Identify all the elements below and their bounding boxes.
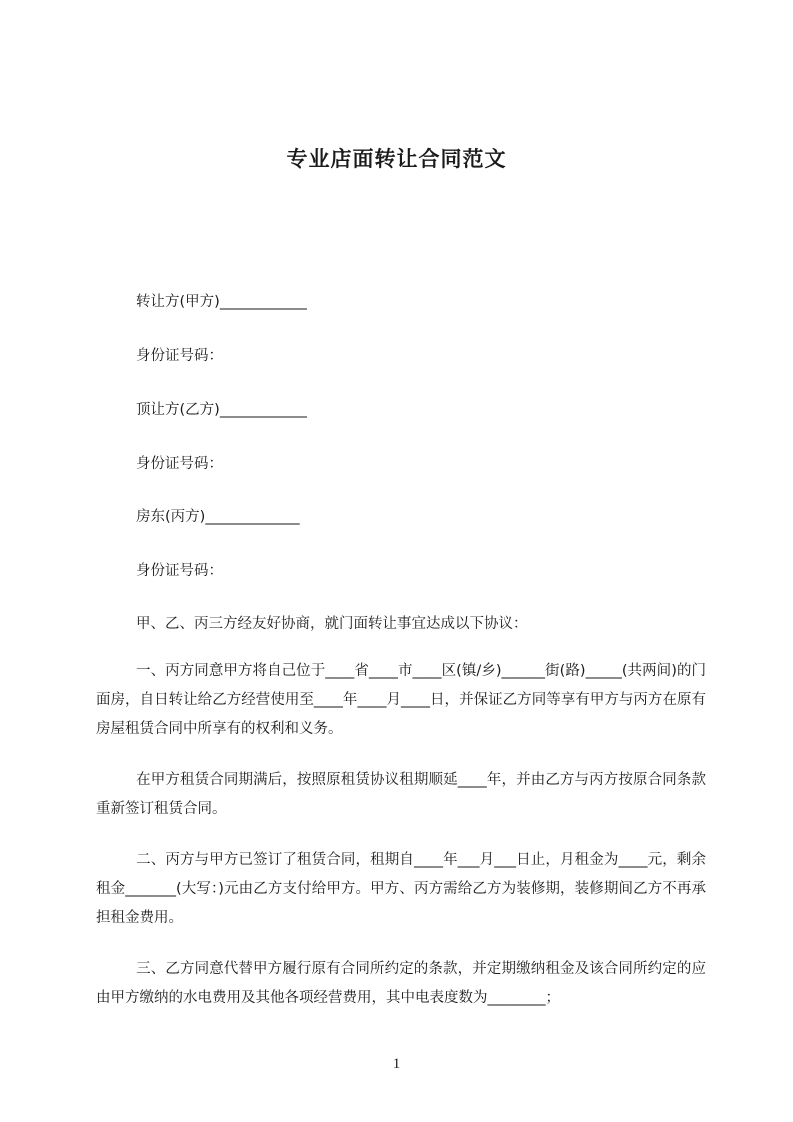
party-transferor: 转让方(甲方)____________ xyxy=(136,294,307,310)
clause-2 xyxy=(96,846,706,933)
party-transferee: 顶让方(乙方)____________ xyxy=(136,402,307,418)
party-landlord: 房东(丙方)_____________ xyxy=(136,509,300,525)
clause-1-text: 一、丙方同意甲方将自己位于____省____市____区(镇/乡)______街(路)_____(共两间)的门面房，自日转让给乙方经营使用至____年____月____日，并保证乙方同等享有甲方与丙方在原有房屋租赁合同中所享有的权利和义务。 xyxy=(96,663,706,737)
clause-3 xyxy=(96,955,706,1013)
document-title: 专业店面转让合同范文 xyxy=(286,147,507,171)
party-transferee-id: 身份证号码： xyxy=(136,456,223,472)
party-transferor-id: 身份证号码： xyxy=(136,348,223,364)
page-number: 1 xyxy=(392,1056,401,1072)
intro-statement: 甲、乙、丙三方经友好协商，就门面转让事宜达成以下协议： xyxy=(136,616,528,632)
clause-1-extension xyxy=(96,766,706,824)
clause-1 xyxy=(96,657,706,744)
clause-2-text: 二、丙方与甲方已签订了租赁合同，租期自____年___月___日止，月租金为____元，剩余租金_______(大写：)元由乙方支付给甲方。甲方、丙方需给乙方为装修期，装修期间乙方不再承担租金费用。 xyxy=(96,852,706,926)
party-landlord-id: 身份证号码： xyxy=(136,563,223,579)
clause-1-extension-text: 在甲方租赁合同期满后，按照原租赁协议租期顺延____年，并由乙方与丙方按原合同条款重新签订租赁合同。 xyxy=(96,772,706,817)
clause-3-text: 三、乙方同意代替甲方履行原有合同所约定的条款，并定期缴纳租金及该合同所约定的应由甲方缴纳的水电费用及其他各项经营费用，其中电表度数为________； xyxy=(96,961,706,1006)
